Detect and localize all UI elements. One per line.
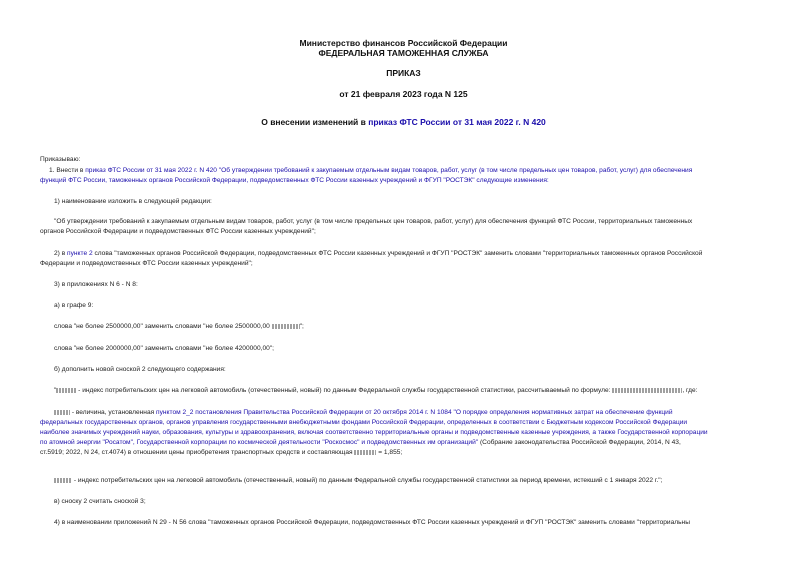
w1-end: ";: [299, 323, 304, 330]
formula-image: [354, 450, 376, 455]
item-3c: в) сноску 2 считать сноской 3;: [54, 498, 146, 505]
item-3b: б) дополнить новой сноской 2 следующего содержания:: [54, 366, 226, 373]
item-2-l1: [54, 250, 702, 258]
k-l3-text[interactable]: наиболее значимых учреждений науки, образования, культуры и здравоохранения, включая соответственно территориальные органы и подведомственные казенные учреждения, а также Государственной корпорации: [40, 429, 708, 436]
k-line2: [40, 419, 687, 427]
formula-image: [272, 324, 300, 329]
item-3: 3) в приложениях N 6 - N 8:: [54, 281, 138, 288]
index-line: [54, 477, 662, 485]
header-service: ФЕДЕРАЛЬНАЯ ТАМОЖЕННАЯ СЛУЖБА: [318, 48, 489, 58]
p1-prefix: 1. Внести в: [49, 167, 86, 174]
k-l5-a: ст.5919; 2022, N 24, ст.4074) в отношении цены приобретения транспортных средств и составляющая: [40, 449, 355, 456]
k-l4-text[interactable]: по атомной энергии "Росатом", Государственной корпорации по космической деятельности "Роскосмос" и подведомственных им организаций": [40, 439, 479, 446]
header-ministry: Министерство финансов Российской Федерации: [299, 38, 508, 48]
item-3a-words2: слова "не более 2000000,00" заменить словами "не более 4200000,00";: [54, 345, 274, 352]
p1-link[interactable]: приказ ФТС России от 31 мая 2022 г. N 420: [85, 167, 217, 174]
fn-end: , где:: [682, 387, 698, 394]
formula-image: [56, 388, 76, 393]
footnote-line: [54, 387, 698, 395]
k-line4: [40, 439, 681, 447]
p1-line1: [49, 167, 692, 175]
item-1-quote-l2: органов Российской Федерации и подведомственных ФТС России казенных учреждений";: [40, 228, 316, 235]
k-l4-rest: (Собрание законодательства Российской Федерации, 2014, N 43,: [478, 439, 681, 446]
idx-text: - индекс потребительских цен на легковой автомобиль (отечественный, новый) по данным Федеральной службы государственной статистики за период времени, истекший с 1 января 2022 г.";: [72, 477, 663, 484]
formula-image: [54, 478, 72, 483]
fn-text: - индекс потребительских цен на легковой автомобиль (отечественный, новый) по данным Федеральной службы государственной статистики, рассчитываемый по формуле:: [76, 387, 611, 394]
p1-line2: [40, 177, 549, 185]
k-line1: [54, 409, 673, 417]
formula-image: [612, 388, 682, 393]
formula-image: [54, 410, 70, 415]
k-line3: [40, 429, 708, 437]
item-3a-words1: [54, 323, 304, 331]
item-1-quote-l1: "Об утверждении требований к закупаемым отдельным видам товаров, работ, услуг (в том числе предельных цен товаров, работ, услуг) для обеспечения функций ФТС России, территориальных таможенных: [54, 218, 693, 225]
k-link2[interactable]: "О порядке определения нормативных затрат на обеспечение функций: [451, 409, 673, 416]
item-2-l2: Федерации и подведомственных ФТС России казенных учреждений";: [40, 260, 253, 267]
doc-subject: [0, 117, 807, 127]
order-word: Приказываю:: [40, 156, 81, 163]
doc-type: ПРИКАЗ: [386, 68, 421, 78]
k-l5-b: = 1,855;: [376, 449, 403, 456]
k-line5: [40, 449, 402, 457]
i2-link[interactable]: пункте 2: [67, 250, 93, 257]
p1-line2-text[interactable]: функций ФТС России, таможенных органов Российской Федерации, подведомственных ФТС России казенных учреждений и ФГУП "РОСТЭК" следующие изменения:: [40, 177, 549, 184]
k-l2-text[interactable]: федеральных государственных органов, органов управления государственными внебюджетными фондами Российской Федерации, определенных в соответствии с Бюджетным кодексом Российской Федерации: [40, 419, 688, 426]
subject-prefix: О внесении изменений в: [261, 117, 369, 127]
subject-link[interactable]: приказ ФТС России от 31 мая 2022 г. N 420: [368, 117, 546, 127]
k-mid: - величина, установленная: [70, 409, 157, 416]
w1-text: слова "не более 2500000,00" заменить словами "не более 2500000,00: [54, 323, 270, 330]
item-4: 4) в наименовании приложений N 29 - N 56 слова "таможенных органов Российской Федерации, подведомственных ФТС России казенных учреждений и ФГУП "РОСТЭК" заменить словами "территориальны: [54, 519, 690, 526]
item-3a: а) в графе 9:: [54, 302, 94, 309]
p1-rest[interactable]: "Об утверждении требований к закупаемым отдельным видам товаров, работ, услуг (в том числе предельных цен товаров, работ, услуг) для обеспечения: [216, 167, 693, 174]
item-1: 1) наименование изложить в следующей редакции:: [54, 198, 212, 205]
i2-prefix: 2) в: [54, 250, 68, 257]
fn-quote: ": [54, 387, 57, 394]
i2-rest: слова "таможенных органов Российской Федерации, подведомственных ФТС России казенных учреждений и ФГУП "РОСТЭК" заменить словами "территориальных таможенных органов Российской: [92, 250, 703, 257]
doc-date-number: от 21 февраля 2023 года N 125: [339, 89, 468, 99]
k-link1[interactable]: пунктом 2_2 постановления Правительства Российской Федерации от 20 октября 2014 г. N 1084: [156, 409, 452, 416]
